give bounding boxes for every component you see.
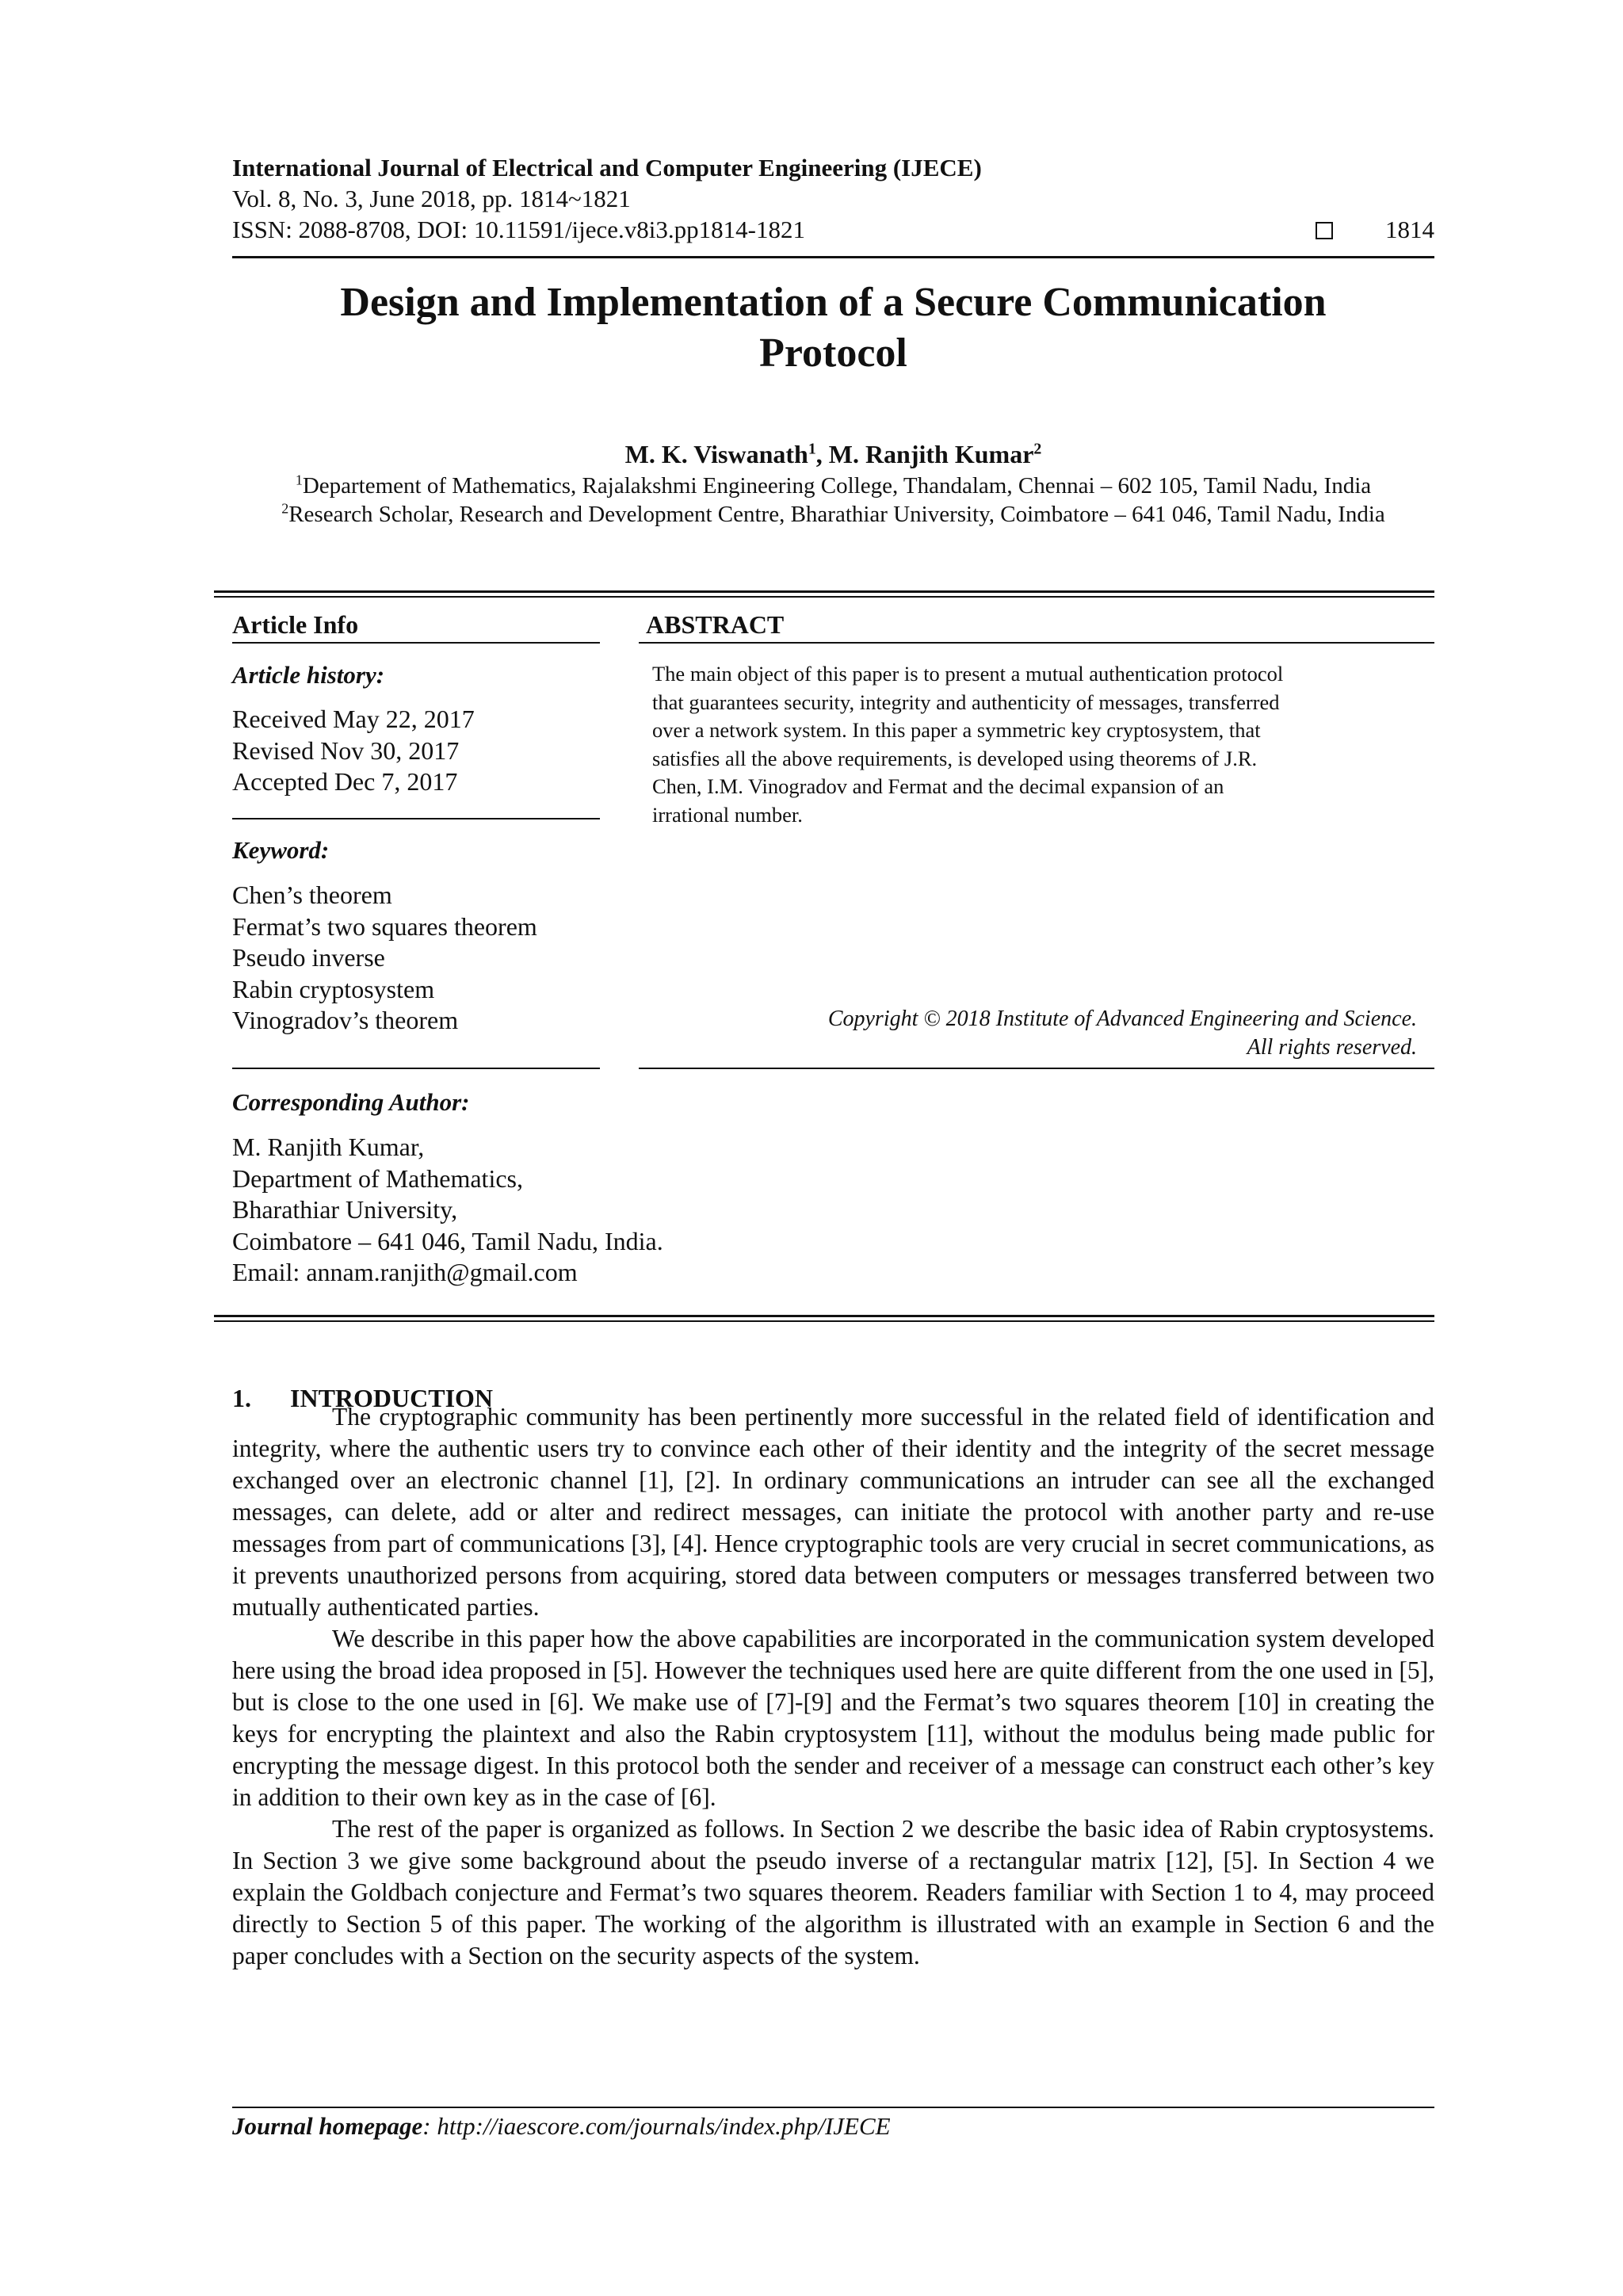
author-separator: , [815, 440, 829, 468]
intro-paragraph-2: We describe in this paper how the above capabilities are incorporated in the communication system developed here using the broad idea proposed in [5]. However the techniques used here are quite different from the one used in [5], but is close to the one used in [6]. We make use of [7]-[9] and the Fermat’s two squares theorem [10] in creating the keys for encrypting the plaintext and also the Rabin cryptosystem [11], without the modulus being made public for encrypting the message digest. In this protocol both the sender and receiver of a message can construct each other’s key in addition to their own key as in the case of [6]. [232, 1625, 1435, 1811]
article-history-label: Article history: [232, 661, 385, 689]
author-1-affil-mark: 1 [808, 440, 816, 458]
corresponding-name: M. Ranjith Kumar, [232, 1133, 425, 1161]
author-2: M. Ranjith Kumar [828, 440, 1034, 468]
section-title: INTRODUCTION [290, 1384, 494, 1412]
affiliation-1-text: Departement of Mathematics, Rajalakshmi Engineering College, Thandalam, Chennai – 602 105, Tamil Nadu, India [302, 473, 1372, 499]
corresponding-author-label: Corresponding Author: [232, 1088, 470, 1116]
header-rule [232, 256, 1434, 258]
keyword-item: Vinogradov’s theorem [232, 1006, 459, 1034]
abstract-line: The main object of this paper is to present a mutual authentication protocol [652, 662, 1284, 686]
intro-paragraph-1: The cryptographic community has been pertinently more successful in the related field of identification and integrity, where the authentic users try to convince each other of their identity and the integrity of the secret message exchanged over an electronic channel [1], [2]. In ordinary communications an intruder can see all the exchanged messages, can delete, add or alter and redirect messages, can initiate the protocol with another party and re-use messages from part of communications [3], [4]. Hence cryptographic tools are very crucial in secret communications, as it prevents unauthorized persons from acquiring, stored data between computers or messages transferred between two mutually authenticated parties. [232, 1403, 1434, 1621]
keyword-item: Chen’s theorem [232, 881, 392, 909]
keyword-list [232, 880, 537, 1037]
info-box-top-rule-inner [214, 596, 1434, 598]
homepage-url[interactable]: : http://iaescore.com/journals/index.php/IJECE [422, 2112, 891, 2140]
keyword-item: Pseudo inverse [232, 943, 385, 972]
intro-paragraph-3: The rest of the paper is organized as follows. In Section 2 we describe the basic idea of Rabin cryptosystems. In Section 3 we give some background about the pseudo inverse of a rectangular matrix [12], [5]. In Section 4 we explain the Goldbach conjecture and Fermat’s two squares theorem. Readers familiar with Section 1 to 4, may proceed directly to Section 5 of this paper. The working of the algorithm is illustrated with an example in Section 6 and the paper concludes with a Section on the security aspects of the system. [232, 1815, 1434, 1969]
keyword-rule [232, 1068, 600, 1069]
affiliation-1-mark: 1 [295, 472, 303, 488]
corresponding-address: Coimbatore – 641 046, Tamil Nadu, India. [232, 1226, 663, 1255]
copyright-line-2: All rights reserved. [1247, 1035, 1417, 1060]
abstract-line: satisfies all the above requirements, is developed using theorems of J.R. [652, 746, 1258, 770]
volume-info: Vol. 8, No. 3, June 2018, pp. 1814~1821 [232, 185, 631, 212]
corresponding-univ: Bharathiar University, [232, 1195, 458, 1224]
journal-name: International Journal of Electrical and Computer Engineering (IJECE) [232, 154, 982, 181]
title-line-2: Protocol [759, 330, 907, 376]
abstract-rule [639, 642, 1434, 644]
introduction-body [232, 1401, 1434, 1972]
copyright-line-1: Copyright © 2018 Institute of Advanced Engineering and Science. [827, 1007, 1417, 1031]
corresponding-dept: Department of Mathematics, [232, 1163, 523, 1193]
article-info-rule [232, 642, 600, 644]
history-rule [232, 818, 600, 819]
affiliation-2 [232, 502, 1434, 528]
info-box-bottom-rule [214, 1315, 1434, 1317]
affiliation-2-text: Research Scholar, Research and Development Centre, Bharathiar University, Coimbatore – 641 046, Tamil Nadu, India [288, 502, 1385, 527]
abstract-line: that guarantees security, integrity and authenticity of messages, transferred [652, 690, 1280, 714]
abstract-body [652, 660, 1417, 829]
abstract-line: irrational number. [652, 802, 803, 827]
author-list [232, 440, 1434, 469]
keyword-label: Keyword: [232, 836, 330, 864]
copyright-notice [652, 1005, 1417, 1062]
info-box-top-rule [214, 590, 1434, 593]
abstract-bottom-rule [639, 1068, 1434, 1069]
journal-homepage[interactable] [232, 2112, 891, 2141]
history-revised: Revised Nov 30, 2017 [232, 735, 460, 765]
title-line-1: Design and Implementation of a Secure Communication [340, 280, 1327, 325]
article-info-heading: Article Info [232, 610, 359, 639]
corresponding-author-details [232, 1132, 663, 1289]
history-received: Received May 22, 2017 [232, 705, 475, 733]
article-history-list [232, 704, 475, 798]
abstract-line: over a network system. In this paper a symmetric key cryptosystem, that [652, 718, 1261, 742]
abstract-line: Chen, I.M. Vinogradov and Fermat and the decimal expansion of an [652, 774, 1224, 798]
info-box-bottom-rule-inner [214, 1320, 1434, 1322]
keyword-item: Fermat’s two squares theorem [232, 911, 537, 941]
affiliation-1 [232, 473, 1434, 499]
homepage-label: Journal homepage [232, 2112, 423, 2140]
checkbox-square-icon [1316, 222, 1333, 239]
author-2-affil-mark: 2 [1033, 440, 1042, 458]
footer-rule [232, 2107, 1434, 2108]
affiliation-2-mark: 2 [281, 500, 289, 517]
corresponding-email: Email: annam.ranjith@gmail.com [232, 1258, 578, 1286]
section-number: 1. [232, 1384, 251, 1412]
author-1: M. K. Viswanath [624, 440, 808, 468]
paper-title [232, 277, 1434, 379]
abstract-heading: ABSTRACT [646, 610, 785, 639]
history-accepted: Accepted Dec 7, 2017 [232, 767, 458, 796]
issn-doi: ISSN: 2088-8708, DOI: 10.11591/ijece.v8i3.pp1814-1821 [232, 216, 805, 243]
page-number: 1814 [1385, 216, 1434, 243]
keyword-item: Rabin cryptosystem [232, 974, 435, 1003]
